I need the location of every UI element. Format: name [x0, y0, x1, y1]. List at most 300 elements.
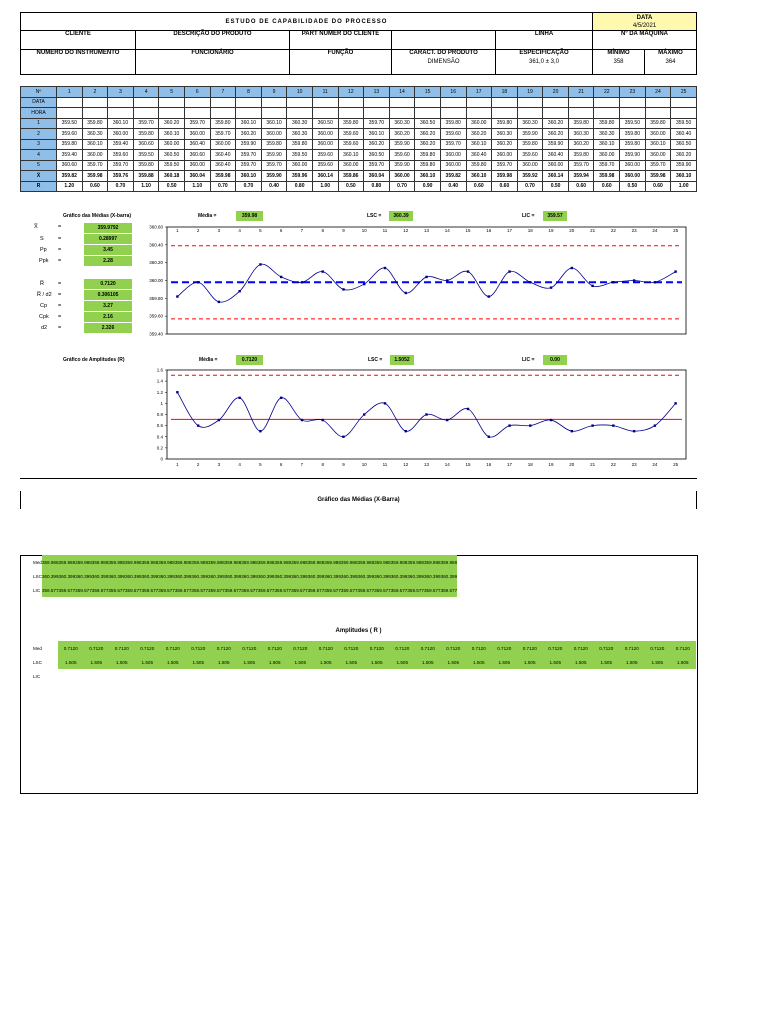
- empty-cell: [671, 97, 697, 108]
- data-point: [550, 286, 552, 288]
- column-header-11: 11: [312, 87, 338, 98]
- empty-cell: [159, 108, 185, 119]
- reference-cell: 359.988: [407, 555, 424, 569]
- rd2-value: 0.306105: [84, 290, 132, 300]
- reference-cell: 360.399: [191, 569, 208, 583]
- measurement-cell: 359.80: [82, 118, 108, 129]
- measurement-cell: 359.70: [594, 160, 620, 171]
- x-tick-label: 6: [279, 228, 283, 233]
- range-row-cell: 0.70: [517, 181, 543, 192]
- instrumento-label: NUMERO DO INSTRUMENTO: [21, 50, 136, 75]
- ppk-label: Ppk: [39, 258, 49, 264]
- x-tick-label: 10: [361, 462, 367, 467]
- empty-cell: [568, 108, 594, 119]
- y-tick-label: 0: [160, 456, 163, 462]
- reference-row: [33, 555, 457, 569]
- maximo-value: 364: [665, 59, 676, 65]
- reference-cell: 0.7120: [441, 641, 467, 655]
- empty-cell: [133, 108, 159, 119]
- reference-cell: 359.577: [92, 583, 109, 597]
- hora-row: [21, 108, 697, 119]
- reference-cell: 359.577: [75, 583, 92, 597]
- xbar-stat-value: 359.9792: [84, 223, 132, 233]
- reference-cell: 359.577: [175, 583, 192, 597]
- empty-cell: [543, 97, 569, 108]
- x-tick-label: 9: [342, 228, 345, 233]
- caract-label: CARACT. DO PRODUTO: [409, 50, 478, 56]
- reference-cell: [645, 669, 671, 683]
- measurement-cell: 360.60: [133, 139, 159, 150]
- data-point: [405, 430, 407, 432]
- range-lsc-label: LSC =: [368, 357, 383, 363]
- reference-cell: 360.399: [241, 569, 258, 583]
- xbar-row-cell: 359.82: [440, 171, 466, 182]
- reference-cell: 360.399: [175, 569, 192, 583]
- measurement-cell: 359.70: [492, 160, 518, 171]
- measurement-cell: 360.00: [108, 129, 134, 140]
- row-label: 1: [21, 118, 57, 129]
- reference-cell: 359.988: [191, 555, 208, 569]
- data-point: [342, 288, 344, 290]
- range-row-cell: 0.60: [645, 181, 671, 192]
- reference-cell: 0.7120: [466, 641, 492, 655]
- especificacao-cell: [496, 50, 593, 75]
- reference-cell: [492, 669, 518, 683]
- x-tick-label: 1: [176, 462, 179, 467]
- measurement-cell: 359.70: [440, 139, 466, 150]
- reference-row-label: LSC: [33, 573, 42, 579]
- column-header-8: 8: [236, 87, 262, 98]
- reference-cell: 359.988: [391, 555, 408, 569]
- reference-cell: 360.399: [324, 569, 341, 583]
- reference-cell: 359.577: [424, 583, 441, 597]
- x-tick-label: 15: [465, 228, 471, 233]
- reference-cell: 359.577: [324, 583, 341, 597]
- measurement-cell: 360.00: [261, 129, 287, 140]
- measurement-cell: 360.10: [364, 129, 390, 140]
- empty-cell: [671, 108, 697, 119]
- data-point: [446, 279, 448, 281]
- range-lic-label: LIC =: [522, 357, 535, 363]
- row-label: 2: [21, 129, 57, 140]
- reference-row-label: Med: [33, 645, 42, 651]
- data-point: [550, 419, 552, 421]
- reference-cell: 360.399: [225, 569, 242, 583]
- reference-cell: 359.577: [59, 583, 76, 597]
- measurement-cell: 359.90: [236, 139, 262, 150]
- measurement-cell: 360.00: [543, 160, 569, 171]
- data-point: [384, 402, 386, 404]
- measurement-cell: 360.10: [338, 150, 364, 161]
- reference-cell: 359.577: [208, 583, 225, 597]
- especificacao-value: 361,0 ± 3,0: [529, 59, 559, 65]
- measurement-cell: 360.10: [82, 139, 108, 150]
- empty-cell: [82, 108, 108, 119]
- reference-cell: 1.505: [262, 655, 288, 669]
- table-row: [21, 129, 697, 140]
- data-point: [363, 413, 365, 415]
- reference-row: [33, 641, 696, 655]
- empty-cell: [620, 97, 646, 108]
- reference-cell: 359.577: [42, 583, 59, 597]
- measurement-cell: 360.30: [82, 129, 108, 140]
- data-point: [508, 270, 510, 272]
- xbar-row-cell: 359.90: [261, 171, 287, 182]
- xbar-row-cell: 360.00: [620, 171, 646, 182]
- measurement-cell: 360.20: [159, 118, 185, 129]
- column-header-row: [21, 87, 697, 98]
- reference-cell: 360.399: [108, 569, 125, 583]
- measurement-cell: 360.20: [492, 139, 518, 150]
- reference-cell: 1.505: [109, 655, 135, 669]
- measurement-cell: 359.80: [517, 139, 543, 150]
- xbar-media-value: 359.98: [236, 211, 263, 221]
- measurement-cell: 359.90: [389, 160, 415, 171]
- reference-cell: 360.399: [59, 569, 76, 583]
- bottom-frame: [20, 478, 697, 479]
- column-header-3: 3: [108, 87, 134, 98]
- range-row-cell: 0.60: [568, 181, 594, 192]
- xbar-row-cell: 360.04: [364, 171, 390, 182]
- xbar-stat-label: X̅: [34, 224, 38, 230]
- column-header-15: 15: [415, 87, 441, 98]
- measurement-cell: 360.40: [466, 150, 492, 161]
- x-tick-label: 13: [423, 228, 430, 233]
- pp-value: 3.45: [84, 245, 132, 255]
- reference-cell: 0.7120: [160, 641, 186, 655]
- table-row: [21, 150, 697, 161]
- y-tick-label: 360.60: [149, 224, 163, 230]
- eq-5: =: [58, 281, 62, 287]
- data-row-label: DATA: [21, 97, 57, 108]
- column-header-1: 1: [57, 87, 83, 98]
- reference-cell: 360.399: [291, 569, 308, 583]
- measurement-cell: 359.70: [82, 160, 108, 171]
- x-tick-label: 25: [673, 462, 679, 467]
- empty-cell: [594, 108, 620, 119]
- xbar-row: [21, 171, 697, 182]
- measurement-cell: 360.10: [466, 139, 492, 150]
- reference-cell: 0.7120: [645, 641, 671, 655]
- reference-cell: 0.7120: [211, 641, 237, 655]
- x-tick-label: 9: [342, 462, 345, 467]
- data-point: [238, 397, 240, 399]
- reference-cell: 0.7120: [313, 641, 339, 655]
- data-point: [280, 397, 282, 399]
- data-point: [322, 270, 324, 272]
- data-point: [218, 301, 220, 303]
- descricao-label: DESCRIÇÃO DO PRODUTO: [136, 31, 290, 50]
- column-header-16: 16: [440, 87, 466, 98]
- measurement-cell: 360.30: [492, 129, 518, 140]
- reference-cell: 0.7120: [492, 641, 518, 655]
- reference-cell: 0.7120: [237, 641, 263, 655]
- cpk-label: Cpk: [39, 314, 49, 320]
- data-point: [301, 419, 303, 421]
- x-tick-label: 6: [279, 462, 283, 467]
- measurement-cell: 360.00: [645, 129, 671, 140]
- measurement-cell: 359.70: [236, 150, 262, 161]
- reference-cell: 359.577: [441, 583, 458, 597]
- reference-cell: 1.505: [670, 655, 696, 669]
- measurement-cell: 360.40: [210, 160, 236, 171]
- empty-cell: [57, 108, 83, 119]
- reference-cell: 359.988: [324, 555, 341, 569]
- column-header-25: 25: [671, 87, 697, 98]
- measurement-cell: 360.50: [159, 150, 185, 161]
- range-row-cell: 0.70: [236, 181, 262, 192]
- reference-cell: 1.505: [135, 655, 161, 669]
- x-tick-label: 18: [527, 462, 533, 467]
- range-row-cell: 0.70: [108, 181, 134, 192]
- no-label: Nº: [21, 87, 57, 98]
- empty-cell: [210, 97, 236, 108]
- measurement-cell: 359.80: [492, 118, 518, 129]
- measurement-cell: 359.70: [364, 118, 390, 129]
- data-row: [21, 97, 697, 108]
- measurement-cell: 360.00: [210, 139, 236, 150]
- reference-cell: 1.505: [364, 655, 390, 669]
- empty-cell: [645, 97, 671, 108]
- empty-cell: [466, 108, 492, 119]
- empty-cell: [159, 97, 185, 108]
- measurement-cell: 359.80: [133, 129, 159, 140]
- xbar-lsc-label: LSC =: [367, 213, 382, 219]
- empty-cell: [543, 108, 569, 119]
- column-header-12: 12: [338, 87, 364, 98]
- measurement-cell: 360.00: [338, 160, 364, 171]
- x-tick-label: 17: [507, 462, 513, 467]
- xbar-chart: [140, 222, 692, 340]
- measurement-cell: 360.10: [594, 139, 620, 150]
- d2-label: d2: [41, 325, 48, 331]
- measurement-cell: 360.30: [389, 118, 415, 129]
- cpk-value: 2.16: [84, 312, 132, 322]
- empty-cell: [620, 108, 646, 119]
- empty-cell: [466, 97, 492, 108]
- xbar-ref-table: [33, 555, 457, 597]
- reference-cell: 360.399: [92, 569, 109, 583]
- range-row-cell: 0.50: [620, 181, 646, 192]
- measurement-cell: 359.80: [261, 139, 287, 150]
- range-row-cell: 0.50: [159, 181, 185, 192]
- reference-cell: [594, 669, 620, 683]
- reference-cell: [288, 669, 314, 683]
- empty-cell: [184, 97, 210, 108]
- measurement-cell: 360.20: [389, 129, 415, 140]
- x-tick-label: 19: [548, 462, 554, 467]
- empty-cell: [415, 97, 441, 108]
- measurement-cell: 360.20: [236, 129, 262, 140]
- measurement-cell: 359.60: [440, 129, 466, 140]
- measurement-cell: 360.20: [543, 118, 569, 129]
- reference-cell: 1.505: [186, 655, 212, 669]
- y-tick-label: 1: [160, 400, 163, 406]
- xbar-row-cell: 359.92: [517, 171, 543, 182]
- reference-cell: 1.505: [466, 655, 492, 669]
- measurement-cell: 359.60: [517, 150, 543, 161]
- data-point: [467, 270, 469, 272]
- range-row-cell: 0.60: [492, 181, 518, 192]
- x-tick-label: 2: [196, 228, 200, 233]
- column-header-18: 18: [492, 87, 518, 98]
- measurement-cell: 360.40: [671, 129, 697, 140]
- plot-area: [167, 227, 686, 334]
- measurement-cell: 360.40: [543, 150, 569, 161]
- range-media-value: 0.7120: [236, 355, 263, 365]
- measurement-cell: 360.30: [287, 129, 313, 140]
- measurement-cell: 359.40: [108, 139, 134, 150]
- empty-cell: [389, 108, 415, 119]
- reference-cell: 0.7120: [517, 641, 543, 655]
- reference-cell: 1.505: [58, 655, 84, 669]
- reference-cell: 359.577: [274, 583, 291, 597]
- eq-4: =: [58, 258, 62, 264]
- xbar-lic-label: LIC =: [522, 213, 535, 219]
- data-point: [529, 424, 531, 426]
- reference-cell: 1.505: [339, 655, 365, 669]
- reference-cell: 359.988: [208, 555, 225, 569]
- measurement-cell: 359.60: [57, 129, 83, 140]
- measurement-cell: 359.60: [312, 160, 338, 171]
- data-point: [218, 419, 220, 421]
- reference-cell: [390, 669, 416, 683]
- x-tick-label: 8: [321, 228, 324, 233]
- eq-6: =: [58, 292, 62, 298]
- amp-ref-table: [33, 641, 696, 683]
- caract-cell: [392, 50, 496, 75]
- empty-cell: [133, 97, 159, 108]
- empty-cell: [492, 97, 518, 108]
- measurement-cell: 359.80: [415, 150, 441, 161]
- x-tick-label: 4: [238, 462, 241, 467]
- reference-cell: 360.399: [258, 569, 275, 583]
- measurement-cell: 360.60: [184, 150, 210, 161]
- y-tick-label: 360.40: [149, 242, 163, 248]
- x-tick-label: 19: [548, 228, 554, 233]
- x-tick-label: 17: [507, 228, 513, 233]
- row-label: 5: [21, 160, 57, 171]
- cp-label: Cp: [40, 303, 48, 309]
- reference-cell: 0.7120: [619, 641, 645, 655]
- data-point: [384, 267, 386, 269]
- reference-cell: 359.988: [274, 555, 291, 569]
- data-point: [425, 413, 427, 415]
- data-point: [633, 430, 635, 432]
- range-chart: [140, 365, 692, 473]
- x-tick-label: 22: [610, 228, 616, 233]
- y-tick-label: 0.4: [156, 434, 163, 440]
- reference-cell: 1.505: [492, 655, 518, 669]
- reference-cell: 359.988: [424, 555, 441, 569]
- reference-cell: 359.988: [158, 555, 175, 569]
- measurement-cell: 360.10: [108, 118, 134, 129]
- reference-cell: 1.505: [390, 655, 416, 669]
- measurement-cell: 360.00: [620, 160, 646, 171]
- xbar-row-cell: 359.76: [108, 171, 134, 182]
- measurement-cell: 360.00: [312, 129, 338, 140]
- range-row-cell: 0.90: [415, 181, 441, 192]
- empty-cell: [287, 108, 313, 119]
- y-tick-label: 1.6: [156, 367, 163, 373]
- empty-cell: [389, 97, 415, 108]
- measurement-cell: 360.20: [671, 150, 697, 161]
- measurement-cell: 359.70: [364, 160, 390, 171]
- x-tick-label: 13: [423, 462, 430, 467]
- y-tick-label: 1.2: [156, 389, 163, 395]
- column-header-19: 19: [517, 87, 543, 98]
- measurement-cell: 360.00: [466, 118, 492, 129]
- eq-8: =: [58, 314, 62, 320]
- y-tick-label: 360.00: [149, 278, 163, 283]
- data-point: [654, 424, 656, 426]
- reference-cell: 1.505: [288, 655, 314, 669]
- measurement-cell: 359.60: [338, 139, 364, 150]
- measurement-cell: 359.80: [645, 118, 671, 129]
- xbar-row-cell: 359.88: [133, 171, 159, 182]
- data-point: [363, 283, 365, 285]
- x-tick-label: 1: [176, 228, 179, 233]
- measurement-cell: 360.00: [492, 150, 518, 161]
- xbar-chart-title: Gráfico das Médias (X-barra): [63, 213, 132, 219]
- data-point: [176, 391, 178, 393]
- rbar-label: R̅: [40, 281, 44, 287]
- xbar-row-cell: 360.10: [236, 171, 262, 182]
- reference-cell: [619, 669, 645, 683]
- empty-cell: [364, 97, 390, 108]
- reference-cell: 0.7120: [84, 641, 110, 655]
- measurement-cell: 359.60: [312, 150, 338, 161]
- measurement-cell: 360.00: [440, 160, 466, 171]
- measurement-cell: 359.70: [210, 129, 236, 140]
- data-point: [259, 263, 261, 265]
- measurement-cell: 360.20: [415, 129, 441, 140]
- x-tick-label: 14: [444, 228, 450, 233]
- data-point: [654, 281, 656, 283]
- reference-cell: 359.988: [225, 555, 242, 569]
- measurement-cell: 359.70: [645, 160, 671, 171]
- reference-cell: 359.577: [108, 583, 125, 597]
- empty-cell: [261, 108, 287, 119]
- reference-cell: [186, 669, 212, 683]
- s-label: S: [40, 236, 44, 242]
- measurement-cell: 359.50: [133, 150, 159, 161]
- header-table: [20, 12, 697, 75]
- data-point: [488, 436, 490, 438]
- measurement-cell: 360.00: [159, 139, 185, 150]
- empty-cell: [312, 97, 338, 108]
- x-tick-label: 14: [444, 462, 450, 467]
- measurement-cell: 359.60: [108, 150, 134, 161]
- reference-cell: 0.7120: [390, 641, 416, 655]
- measurement-cell: 359.80: [210, 118, 236, 129]
- measurement-cell: 360.20: [543, 129, 569, 140]
- xbar-row-cell: 359.94: [568, 171, 594, 182]
- data-point: [571, 430, 573, 432]
- column-header-22: 22: [594, 87, 620, 98]
- reference-cell: 359.988: [258, 555, 275, 569]
- reference-cell: [517, 669, 543, 683]
- empty-cell: [415, 108, 441, 119]
- reference-cell: 0.7120: [58, 641, 84, 655]
- data-point: [301, 281, 303, 283]
- range-row-cell: 0.80: [364, 181, 390, 192]
- reference-cell: [58, 669, 84, 683]
- reference-cell: 1.505: [619, 655, 645, 669]
- empty-cell: [517, 97, 543, 108]
- column-header-20: 20: [543, 87, 569, 98]
- reference-cell: 1.505: [415, 655, 441, 669]
